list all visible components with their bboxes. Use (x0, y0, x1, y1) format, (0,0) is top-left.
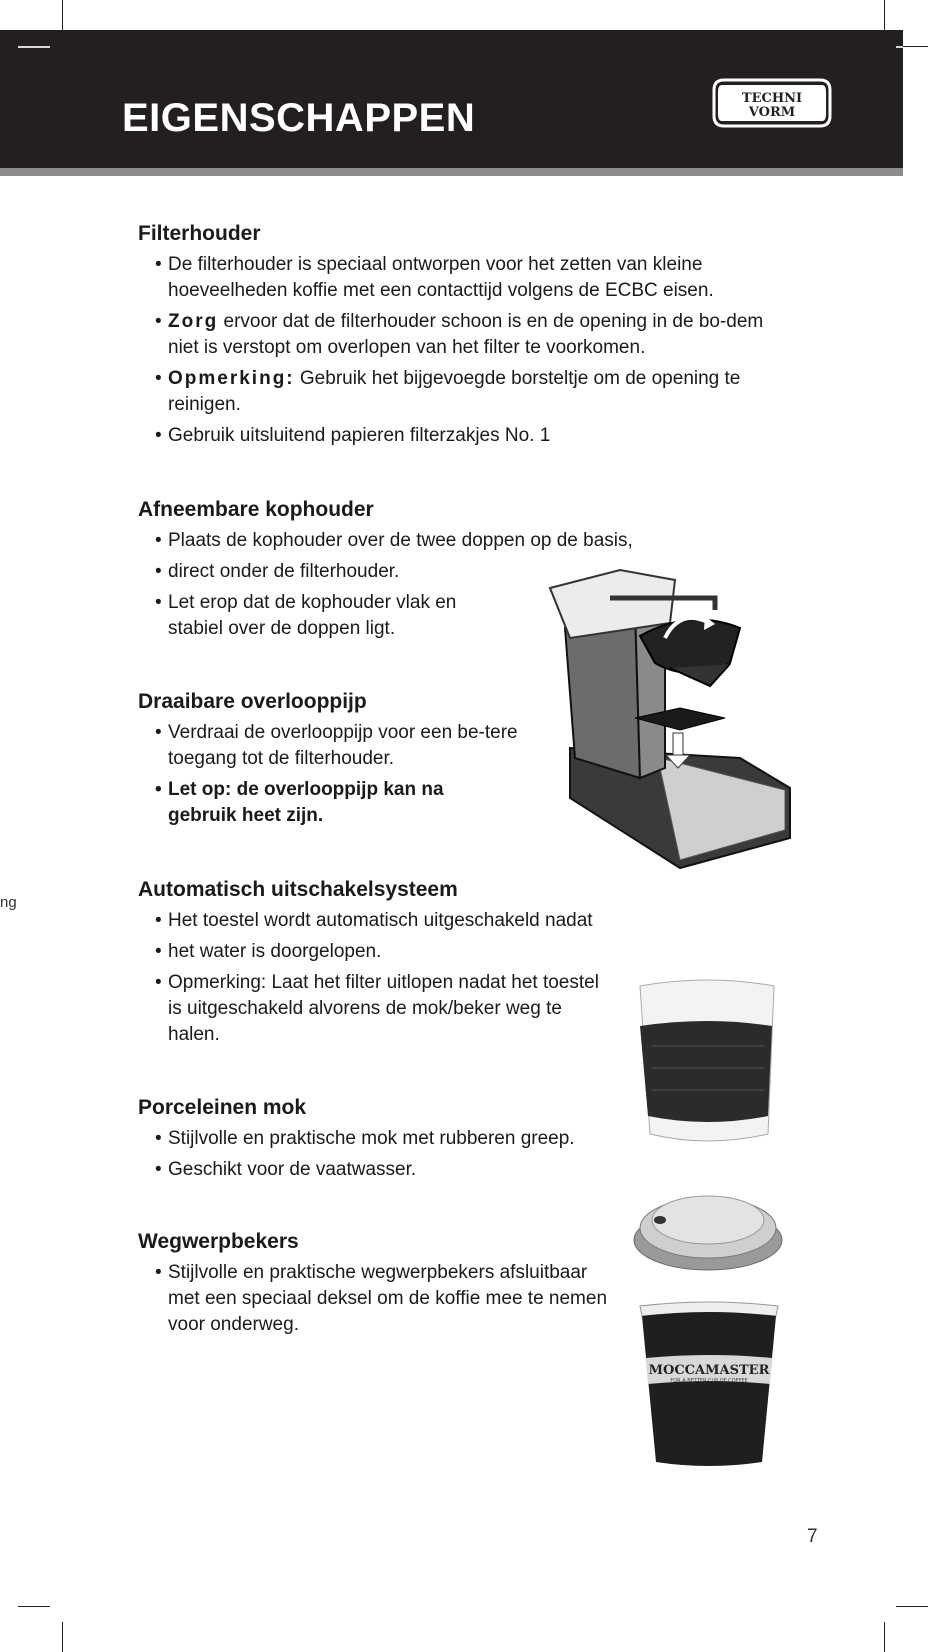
crop-mark (18, 46, 50, 48)
disposable-cup-image (636, 1300, 782, 1472)
bullet-item: • Let erop dat de kophouder vlak en stabiel over de doppen ligt. (138, 590, 498, 642)
bullet-item: • direct onder de filterhouder. (138, 559, 818, 585)
page-number: 7 (807, 1526, 818, 1547)
crop-mark (884, 1622, 885, 1652)
porcelain-mug-image (632, 976, 782, 1154)
bullet-item: • Gebruik uitsluitend papieren filterzakjes No. 1 (138, 423, 798, 449)
crop-mark (62, 1622, 63, 1652)
crop-mark (884, 0, 885, 32)
cup-lid-image (630, 1176, 786, 1278)
bullet-item: • Let op: de overlooppijp kan na gebruik heet zijn. (138, 777, 488, 829)
logo-text-top: TECHNI (741, 91, 803, 106)
section-porceleinen-mok (138, 1096, 618, 1188)
bullet-item: • Stijlvolle en praktische wegwerpbekers afsluitbaar met een speciaal deksel om de koffie mee te nemen voor onderweg. (138, 1260, 618, 1338)
cup-brand-text: MOCCAMASTER (648, 1363, 770, 1378)
crop-mark (18, 1606, 50, 1607)
bullet-item: • Opmerking: Gebruik het bijgevoegde borsteltje om de opening te reinigen. (138, 366, 798, 418)
section-filterhouder (138, 222, 798, 454)
logo-text-bottom: VORM (748, 105, 796, 120)
coffee-maker-image (540, 568, 800, 878)
cup-tagline-text: FOR A BETTER CUP OF COFFEE (670, 1378, 748, 1384)
bullet-item: • De filterhouder is speciaal ontworpen voor het zetten van kleine hoeveelheden koffie met een contacttijd volgens de ECBC eisen. (138, 252, 798, 304)
bullet-item: • Zorg ervoor dat de filterhouder schoon is en de opening in de bo-dem niet is verstopt om overlopen van het filter te voorkomen. (138, 309, 798, 361)
bullet-item: • het water is doorgelopen. (138, 939, 658, 965)
bullet-item: • Het toestel wordt automatisch uitgeschakeld nadat (138, 908, 658, 934)
technivorm-logo (712, 76, 832, 130)
section-title: Afneembare kophouder (138, 498, 374, 521)
section-title: Filterhouder (138, 222, 261, 245)
section-title: Wegwerpbekers (138, 1230, 299, 1253)
bullet-item: • Opmerking: Laat het filter uitlopen nadat het toestel is uitgeschakeld alvorens de mok/beker weg te halen. (138, 970, 608, 1048)
section-title: Porceleinen mok (138, 1096, 307, 1119)
bullet-item: • Geschikt voor de vaatwasser. (138, 1157, 618, 1183)
header-stripe (0, 168, 903, 176)
crop-mark (896, 46, 903, 48)
section-uitschakelsysteem (138, 878, 658, 1053)
crop-mark (896, 1606, 928, 1607)
bullet-item: • Verdraai de overlooppijp voor een be-tere toegang tot de filterhouder. (138, 720, 528, 772)
page-title: EIGENSCHAPPEN (122, 96, 476, 140)
section-overlooppijp (138, 690, 528, 834)
section-title: Automatisch uitschakelsysteem (138, 878, 458, 901)
crop-mark (62, 0, 63, 32)
bullet-item: • Stijlvolle en praktische mok met rubberen greep. (138, 1126, 618, 1152)
margin-text: ng (0, 894, 17, 911)
bullet-item: • Plaats de kophouder over de twee doppen op de basis, (138, 528, 818, 554)
section-title: Draaibare overlooppijp (138, 690, 367, 713)
section-wegwerpbekers (138, 1230, 618, 1343)
